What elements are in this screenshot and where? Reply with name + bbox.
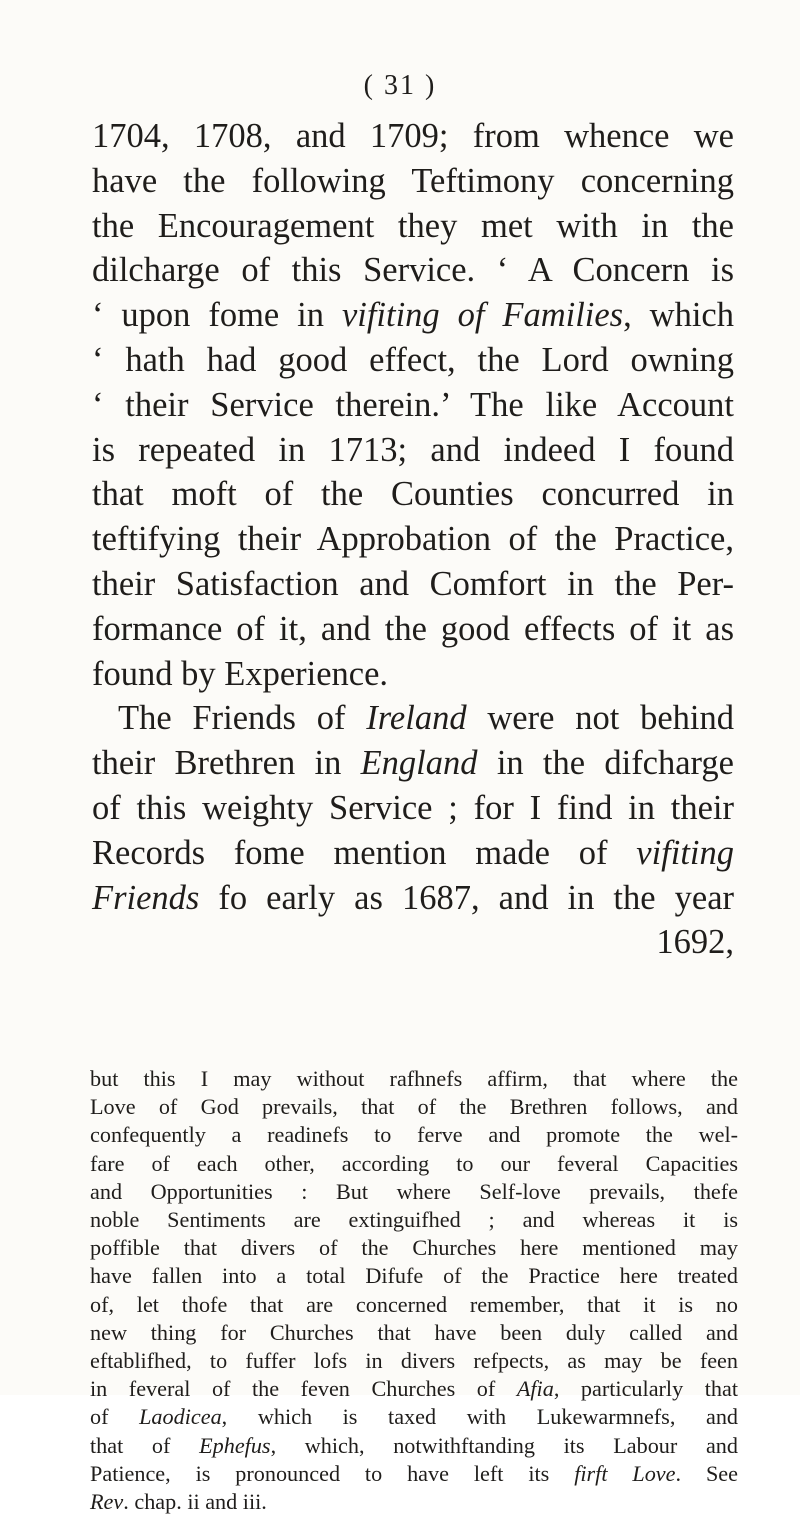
footnote-line: eftablifhed, to fuffer lofs in divers refpects, as may be feen xyxy=(90,1348,738,1374)
italic-text: firft Love xyxy=(574,1460,676,1486)
footnote-line: of Laodicea, which is taxed with Lukewarmnefs, and xyxy=(90,1404,739,1430)
footnote-line: Love of God prevails, that of the Brethren follows, and xyxy=(90,1094,738,1120)
italic-text: Ireland xyxy=(366,699,467,738)
text-line: ‘ their Service therein.’ The like Account xyxy=(92,385,734,424)
footnote-line: in feveral of the feven Churches of Afia, particularly that xyxy=(90,1376,739,1402)
italic-text: vifiting xyxy=(636,833,734,872)
footnote-line: and Opportunities : But where Self-love prevails, thefe xyxy=(90,1178,738,1204)
footnote-line: that of Ephefus, which, notwithftanding its Labour and xyxy=(90,1432,738,1458)
text-line: their Satisfaction and Comfort in the Per- xyxy=(92,564,734,603)
text-line: of this weighty Service ; for I find in their xyxy=(92,788,734,827)
footnote-line: of, let thofe that are concerned remember, that it is no xyxy=(90,1291,738,1317)
footnote-line: noble Sentiments are extinguifhed ; and whereas it is xyxy=(90,1207,738,1233)
footnote-line: have fallen into a total Difufe of the Practice here treated xyxy=(90,1263,738,1289)
footnote xyxy=(90,1065,738,1516)
text-line: found by Experience. xyxy=(92,654,389,693)
italic-text: Ephefus xyxy=(199,1432,271,1458)
text-line: ‘ upon fome in vifiting of Families, which xyxy=(92,296,734,335)
italic-text: Laodicea xyxy=(139,1404,222,1430)
text-line: their Brethren in England in the difcharge xyxy=(92,744,734,783)
catchword: 1692, xyxy=(656,923,734,962)
text-line: is repeated in 1713; and indeed I found xyxy=(92,430,734,469)
text-line: Records fome mention made of vifiting xyxy=(92,833,734,872)
text-line: ‘ hath had good effect, the Lord owning xyxy=(92,340,734,379)
italic-text: Friends xyxy=(92,878,200,917)
text-line: Friends fo early as 1687, and in the year xyxy=(92,878,734,917)
italic-text: vifiting of Families xyxy=(341,296,624,335)
footnote-line: confequently a readinefs to ferve and promote the wel- xyxy=(90,1122,738,1148)
italic-text: Rev xyxy=(90,1489,124,1515)
text-line: have the following Teftimony concerning xyxy=(92,161,734,200)
text-line: dilcharge of this Service. ‘ A Concern is xyxy=(92,251,734,290)
footnote-line: new thing for Churches that have been duly called and xyxy=(90,1319,738,1345)
footnote-line: poffible that divers of the Churches here mentioned may xyxy=(90,1235,738,1261)
text-line: formance of it, and the good effects of it as xyxy=(92,609,734,648)
text-line: 1704, 1708, and 1709; from whence we xyxy=(92,117,734,155)
text-line: teftifying their Approbation of the Practice, xyxy=(92,520,734,559)
text-line: the Encouragement they met with in the xyxy=(92,206,734,245)
footnote-line: Patience, is pronounced to have left its firft Love. See xyxy=(90,1460,738,1486)
main-text xyxy=(92,114,734,965)
footnote-line: fare of each other, according to our feveral Capacities xyxy=(90,1150,738,1176)
text-line: that moft of the Counties concurred in xyxy=(92,475,734,514)
footnote-line: but this I may without rafhnefs affirm, that where the xyxy=(90,1066,738,1091)
footnote-line: Rev. chap. ii and iii. xyxy=(90,1489,267,1515)
text-line: The Friends of Ireland were not behind xyxy=(118,699,734,738)
italic-text: Afia xyxy=(516,1376,554,1402)
page-number: ( 31 ) xyxy=(363,70,437,101)
italic-text: England xyxy=(360,744,478,783)
